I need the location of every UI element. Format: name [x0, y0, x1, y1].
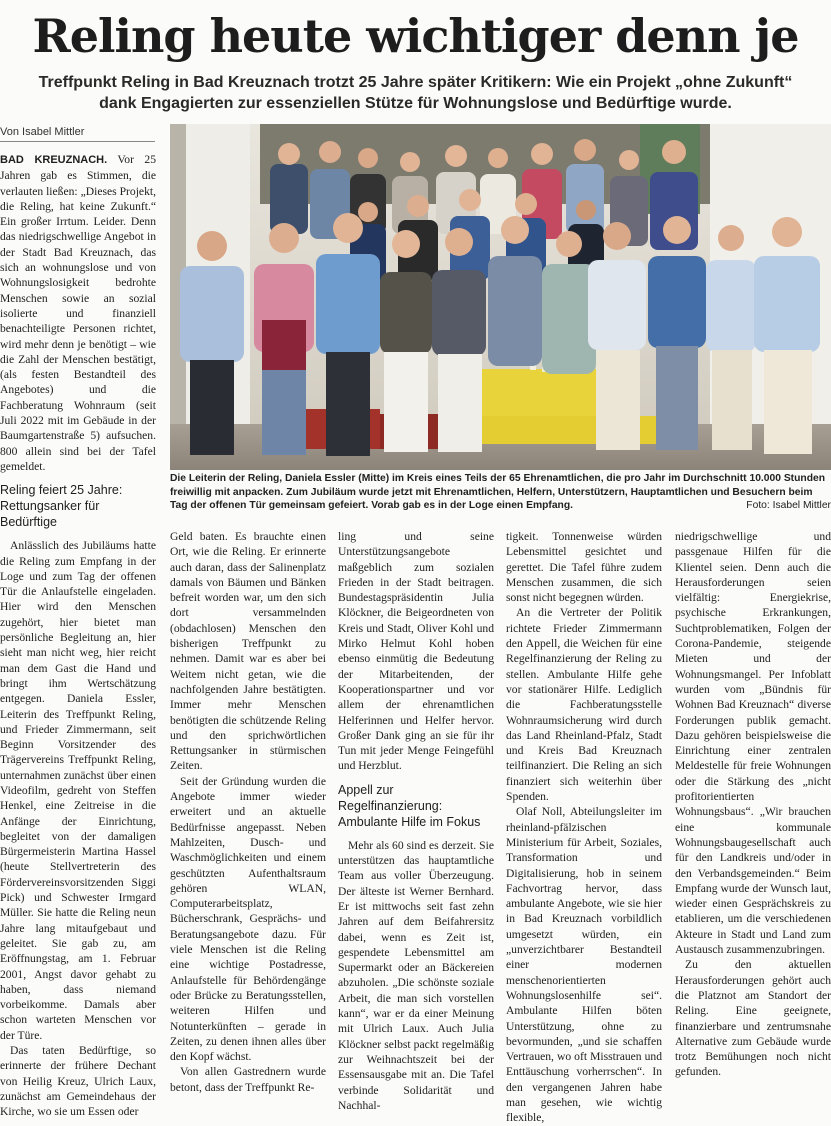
paragraph: Mehr als 60 sind es derzeit. Sie unterstützen das hauptamtliche Team aus voller Überzeugung. Der älteste ist Werner Bernhard. Er ist mittwochs seit fast zehn Jahren auf dem Beifahrersitz dabei, wenn es Zeit ist, gespendete Lebensmittel am Supermarkt oder an Bäckereien abzuholen. „Die schönste soziale Arbeit, die man sich vorstellen kann“, war er da einer Meinung mit Ulrich Laux. Auch Julia Klöckner selbst packt regelmäßig zur Weihnachtszeit bei der Essensausgabe mit an. Die Tafel verbinde Solidarität und Nachhal-: [338, 838, 494, 1112]
article-column-1: [0, 152, 157, 1119]
paragraph: niedrigschwellige und passgenaue Hilfen für die Klientel seien. Denn auch die Herausforderungen seien vielfältig: Energiekrise, psychische Erkrankungen, Suchtproblematiken, Folgen der Corona-Pandemie, steigende Mieten und der Wohnungsmangel. Per Infoblatt wurden vom „Bündnis für Wohnen Bad Kreuznach“ diverse Forderungen publik gemacht. Dazu gehören beispielsweise die Einrichtung einer zentralen Meldestelle für freie Wohnungen oder die Stärkung des „nicht profitorientierten Wohnungsbaus“. „Wir brauchen eine kommunale Wohnungsbaugesellschaft auch für den Landkreis und/oder in den Verbandsgemeinden.“ Beim Empfang wurde der Wunsch laut, wieder einen Gesprächskreis zu etablieren, um die verschiedenen Akteure in Stadt und Land zum Austausch zusammenzubringen.: [675, 530, 831, 957]
headline: Reling heute wichtiger denn je: [32, 9, 799, 63]
photo-credit: Foto: Isabel Mittler: [746, 500, 831, 511]
paragraph: Das taten Bedürftige, so erinnerte der frühere Dechant von Heilig Kreuz, Ulrich Laux, zunächst am Gemeindehaus der Kirche, wo sie um Essen oder: [0, 1044, 156, 1119]
paragraph: tigkeit. Tonnenweise würden Lebensmittel gesichtet und gerettet. Die Tafel führe zudem Menschen zusammen, die sich sonst nicht begegnen würden.: [506, 530, 662, 605]
intro-text: Vor 25 Jahren gab es Stimmen, die verlauten ließen: „Dieses Projekt, die Reling, hat keine Zukunft.“ Ein großer Irrtum. Leider. Denn das niedrigschwellige Angebot in der Stadt Bad Kreuznach, das sich an wohnungslose und von Wohnungslosigkeit bedrohte Menschen sowie an sozial isolierte und finanziell benachteiligte Personen richtet, wird mehr denn je benötigt – wie die Zahl der Menschen bestätigt, (als festen Bestandteil des Angebotes) und die Fachberatung Wohnraum (seit Juli 2022 mit im Gebäude in der Baumgartenstraße 5) aufsuchen. 800 allein sind bei der Tafel gemeldet.: [0, 153, 157, 473]
article-column-3: [338, 529, 494, 1112]
article-column-2: [170, 529, 326, 1094]
subheadline: Treffpunkt Reling in Bad Kreuznach trotzt 25 Jahre später Kritikern: Wie ein Projekt „ohne Zukunft“ dank Engagierten zur essenziellen Stütze für Wohnungslose und Bedürftige wurde.: [38, 74, 793, 112]
section-heading-2: Appell zur Regelfinanzierung: Ambulante Hilfe im Fokus: [338, 782, 481, 829]
paragraph: Seit der Gründung wurden die Angebote immer wieder erweitert und an aktuelle Bedürfnisse angepasst. Neben Mahlzeiten, Dusch- und Waschmöglichkeiten und einem geschützten Aufenthaltsraum gehören WLAN, Computerarbeitsplatz, Bücherschrank, Gesprächs- und Beratungsangebote dazu. Für viele Menschen ist die Reling eine wichtige Postadresse, Anlaufstelle für Behördengänge oder Brücke zu Beratungsstellen, weiteren Hilfen und Notunterkünften – gerade in Zeiten, zu denen ihnen alles über den Kopf wächst.: [170, 774, 326, 1064]
paragraph: Von allen Gastrednern wurde betont, dass der Treffpunkt Re-: [170, 1065, 326, 1094]
paragraph: Olaf Noll, Abteilungsleiter im rheinland-pfälzischen Ministerium für Arbeit, Soziales, Transformation und Digitalisierung, hob in seinem Fachvortrag hervor, dass ambulante Angebote, wie sie hier in Bad Kreuznach vorbildlich umgesetzt würden, ein „unverzichtbarer Bestandteil einer modernen menschenorientierten Wohnungslosenhilfe sei“. Ambulante Hilfen böten Unterstützung, ohne zu bevormunden, „und sie schaffen Vertrauen, wo oft Misstrauen und Enttäuschung vorherrschen“. In den vergangenen Jahren habe man gesehen, wie wichtig flexible,: [506, 805, 662, 1125]
caption-text: Die Leiterin der Reling, Daniela Essler (Mitte) im Kreis eines Teils der 65 Ehrenamtlichen, die pro Jahr im Durchschnitt 10.000 Stunden freiwillig mit anpacken. Zum Jubiläum wurde jetzt mit Ehrenamtlichen, Helfern, Unterstützern, Hauptamtlichen und Besuchern beim Tag der offenen Tür gemeinsam gefeiert. Vorab gab es in der Loge einen Empfang.: [170, 473, 825, 511]
paragraph: An die Vertreter der Politik richtete Frieder Zimmermann den Appell, die Weichen für eine Regelfinanzierung der Reling zu stellen. Ambulante Hilfe gehe vor stationärer Hilfe. Lediglich die Fachberatungsstelle Wohnraumsicherung wird durch das Land Rheinland-Pfalz, Stadt und Kreis Bad Kreuznach teilfinanziert. Die Reling an sich finanziert sich weiterhin über Spenden.: [506, 606, 662, 804]
article-column-5: [675, 529, 831, 1079]
paragraph: ling und seine Unterstützungsangebote maßgeblich zum sozialen Frieden in der Stadt beitragen. Bundestagspräsidentin Julia Klöckner, die Beigeordneten von Kreis und Stadt, Oliver Kohl und Mirko Helmut Kohl hoben ebenso einmütig die Bedeutung der Mitarbeitenden, der Kooperationspartner und vor allem der ehrenamtlichen Helferinnen und Helfer hervor. Großer Dank ging an sie für ihr Tun mit jeder Menge Feingefühl und Herzblut.: [338, 530, 494, 773]
article-column-4: [506, 529, 662, 1125]
intro-paragraph: [0, 152, 156, 474]
byline: Von Isabel Mittler: [0, 126, 155, 142]
photo-caption: [170, 472, 831, 513]
paragraph: Geld baten. Es brauchte einen Ort, wie die Reling. Er erinnerte auch daran, dass der Salinenplatz damals von Bäumen und Bänken befreit worden war, um den sich dort versammelnden (obdachlosen) Menschen den bisherigen Treffpunkt zu nehmen. Damit war es aber bei Weitem nicht getan, wie die nachfolgenden Jahre bestätigten. Immer mehr Menschen benötigten die schützende Reling und den sprichwörtlichen Rettungsanker in stürmischen Zeiten.: [170, 530, 326, 773]
paragraph: Zu den aktuellen Herausforderungen gehört auch die Platznot am Standort der Reling. Eine geeignete, finanzierbare und zentrumsnahe Alternative zum Gebäude wurde trotz Bemühungen noch nicht gefunden.: [675, 958, 831, 1079]
group-photo: [170, 124, 831, 470]
paragraph: Anlässlich des Jubiläums hatte die Reling zum Empfang in der Loge und zum Tag der offenen Tür die Anlaufstelle eingeladen. Hier wird den Menschen zugehört, hier bietet man persönliche Begleitung an, hier sieht man nicht weg, hier reicht man dem Gast die Hand und bringt ihm Wertschätzung entgegen. Daniela Essler, Leiterin des Treffpunkt Reling, und Frieder Zimmermann, seit Beginn Vorsitzender des Trägervereins Treffpunkt Reling, unternahmen zunächst über einen Videofilm, gedreht von Steffen Henkel, eine Zeitreise in die Anfänge der Einrichtung, begleitet von der damaligen Bürgermeisterin Martina Hassel (heute Stellvertreterin des Fördervereinsvorsitzenden Siggi Pick) und Schwester Irmgard Müller. Sie hatte die Reling neun Jahre lang mitaufgebaut und geleitet. Sie gab zu, am Eröffnungstag, am 1. Februar 2001, Angst davor gehabt zu haben, dass niemand vorbeikomme. Damals aber schon warteten Menschen vor der Türe.: [0, 539, 156, 1042]
group-photo-illustration: [170, 124, 831, 470]
section-heading-1: Reling feiert 25 Jahre: Rettungsanker für Bedürftige: [0, 483, 123, 530]
dateline: BAD KREUZNACH.: [0, 154, 108, 166]
